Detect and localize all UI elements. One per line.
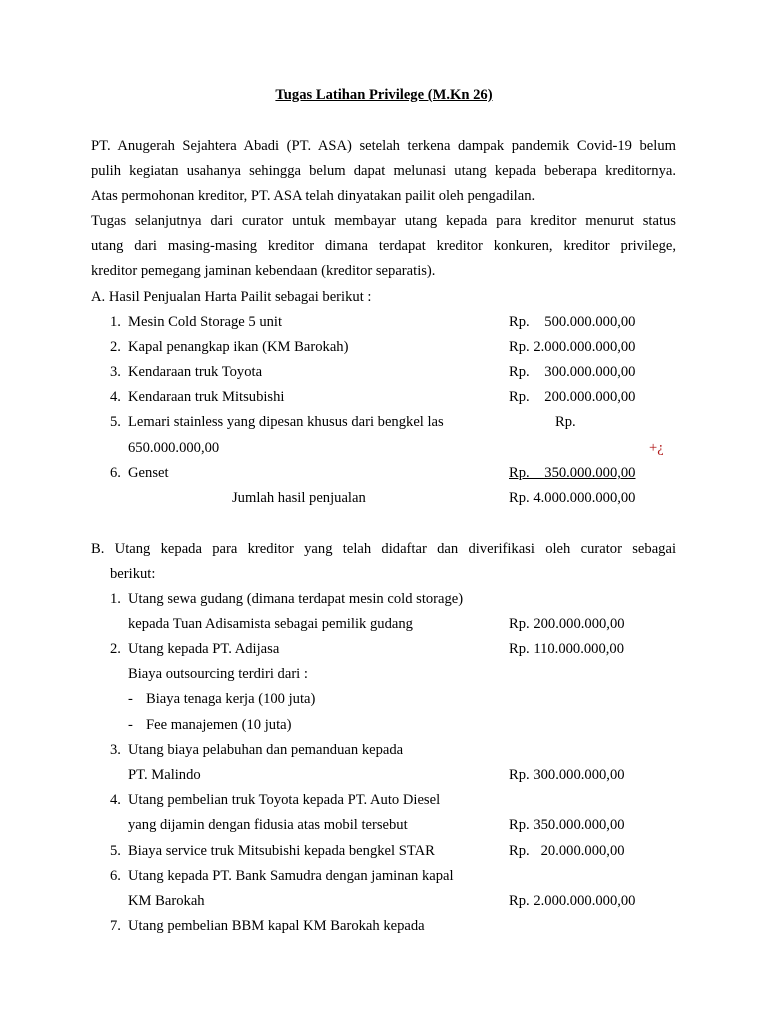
intro-p2-line: Tugas selanjutnya dari curator untuk membayar utang kepada para kreditor menurut status [91, 213, 676, 229]
section-b-item-num: 6. [110, 868, 121, 884]
dash-bullet: - [128, 717, 133, 733]
sum-mark: +¿ [649, 440, 664, 456]
section-b-heading [91, 537, 676, 562]
section-b-item-line: Utang pembelian BBM kapal KM Barokah kepada [128, 918, 425, 934]
section-a-item-amount: Rp. 350.000.000,00 [509, 465, 636, 481]
section-b-item-line: Utang pembelian truk Toyota kepada PT. Auto Diesel [128, 792, 441, 808]
section-a-item-num: 3. [110, 364, 121, 380]
section-b-item-line: Utang sewa gudang (dimana terdapat mesin cold storage) [128, 591, 464, 607]
dash-bullet: - [128, 691, 133, 707]
section-b-item-amount: Rp. 350.000.000,00 [509, 817, 625, 833]
section-a-item-num: 5. [110, 414, 121, 430]
section-a-heading: A. Hasil Penjualan Harta Pailit sebagai berikut : [91, 289, 372, 305]
section-b-item-amount: Rp. 300.000.000,00 [509, 767, 625, 783]
section-b-item-num: 1. [110, 591, 121, 607]
section-a-item-amount: Rp. 500.000.000,00 [509, 314, 636, 330]
intro-paragraph-1 [91, 134, 676, 210]
section-a-item-label: Kendaraan truk Mitsubishi [128, 389, 285, 405]
section-b-item-num: 7. [110, 918, 121, 934]
document-title: Tugas Latihan Privilege (M.Kn 26) [275, 87, 493, 103]
section-b-item-amount: Rp. 20.000.000,00 [509, 843, 625, 859]
section-b-item-line: KM Barokah [128, 893, 205, 909]
intro-p1-line: pulih kegiatan usahanya sehingga belum dapat melunasi utang kepada beberapa kreditornya. [91, 163, 676, 180]
section-b-item-amount: Rp. 110.000.000,00 [509, 641, 624, 657]
intro-p1-line: Atas permohonan kreditor, PT. ASA telah dinyatakan pailit oleh pengadilan. [91, 188, 536, 205]
section-a-item-num: 2. [110, 339, 121, 355]
section-b-item-line: Utang biaya pelabuhan dan pemanduan kepada [128, 742, 404, 758]
section-b-subitem: Biaya tenaga kerja (100 juta) [146, 691, 316, 707]
section-a-item-num: 6. [110, 465, 121, 481]
section-a-item-label: Lemari stainless yang dipesan khusus dari bengkel las [128, 414, 444, 430]
section-a-item-num: 1. [110, 314, 121, 330]
section-a-total-label: Jumlah hasil penjualan [232, 490, 366, 506]
section-b-item-line: PT. Malindo [128, 767, 201, 783]
section-b-item-line: Utang kepada PT. Bank Samudra dengan jaminan kapal [128, 868, 454, 884]
intro-p2-line: kreditor pemegang jaminan kebendaan (kreditor separatis). [91, 263, 436, 280]
section-a-total-amount: Rp. 4.000.000.000,00 [509, 490, 636, 506]
intro-paragraph-2 [91, 209, 676, 285]
section-b-item-amount: Rp. 2.000.000.000,00 [509, 893, 636, 909]
section-a-item-amount: Rp. 200.000.000,00 [509, 389, 636, 405]
section-b-item-amount: Rp. 200.000.000,00 [509, 616, 625, 632]
section-a-item-amount-continued: 650.000.000,00 [128, 440, 220, 456]
section-b-subitem: Fee manajemen (10 juta) [146, 717, 292, 733]
section-b-item-line: Biaya outsourcing terdiri dari : [128, 666, 308, 682]
section-a-item-label: Kendaraan truk Toyota [128, 364, 263, 380]
section-a-item-amount: Rp. 300.000.000,00 [509, 364, 636, 380]
section-b-item-num: 3. [110, 742, 121, 758]
section-a-item-amount-prefix: Rp. [555, 414, 576, 430]
section-a-item-num: 4. [110, 389, 121, 405]
section-b-item-line: yang dijamin dengan fidusia atas mobil tersebut [128, 817, 408, 833]
section-a-item-amount: Rp. 2.000.000.000,00 [509, 339, 636, 355]
section-b-item-line: Biaya service truk Mitsubishi kepada bengkel STAR [128, 843, 435, 859]
section-a-item-label: Mesin Cold Storage 5 unit [128, 314, 283, 330]
section-b-heading-line: berikut: [110, 566, 156, 582]
section-a-item-label: Genset [128, 465, 169, 481]
intro-p1-line: PT. Anugerah Sejahtera Abadi (PT. ASA) setelah terkena dampak pandemik Covid-19 belum [91, 138, 676, 154]
section-a-item-label: Kapal penangkap ikan (KM Barokah) [128, 339, 349, 355]
section-b-item-num: 5. [110, 843, 121, 859]
section-b-item-line: kepada Tuan Adisamista sebagai pemilik gudang [128, 616, 413, 632]
section-b-item-num: 4. [110, 792, 121, 808]
section-b-heading-line: B. Utang kepada para kreditor yang telah didaftar dan diverifikasi oleh curator sebagai [91, 541, 676, 557]
intro-p2-line: utang dari masing-masing kreditor dimana terdapat kreditor konkuren, kreditor privilege, [91, 238, 676, 255]
section-b-item-line: Utang kepada PT. Adijasa [128, 641, 280, 657]
section-b-item-num: 2. [110, 641, 121, 657]
